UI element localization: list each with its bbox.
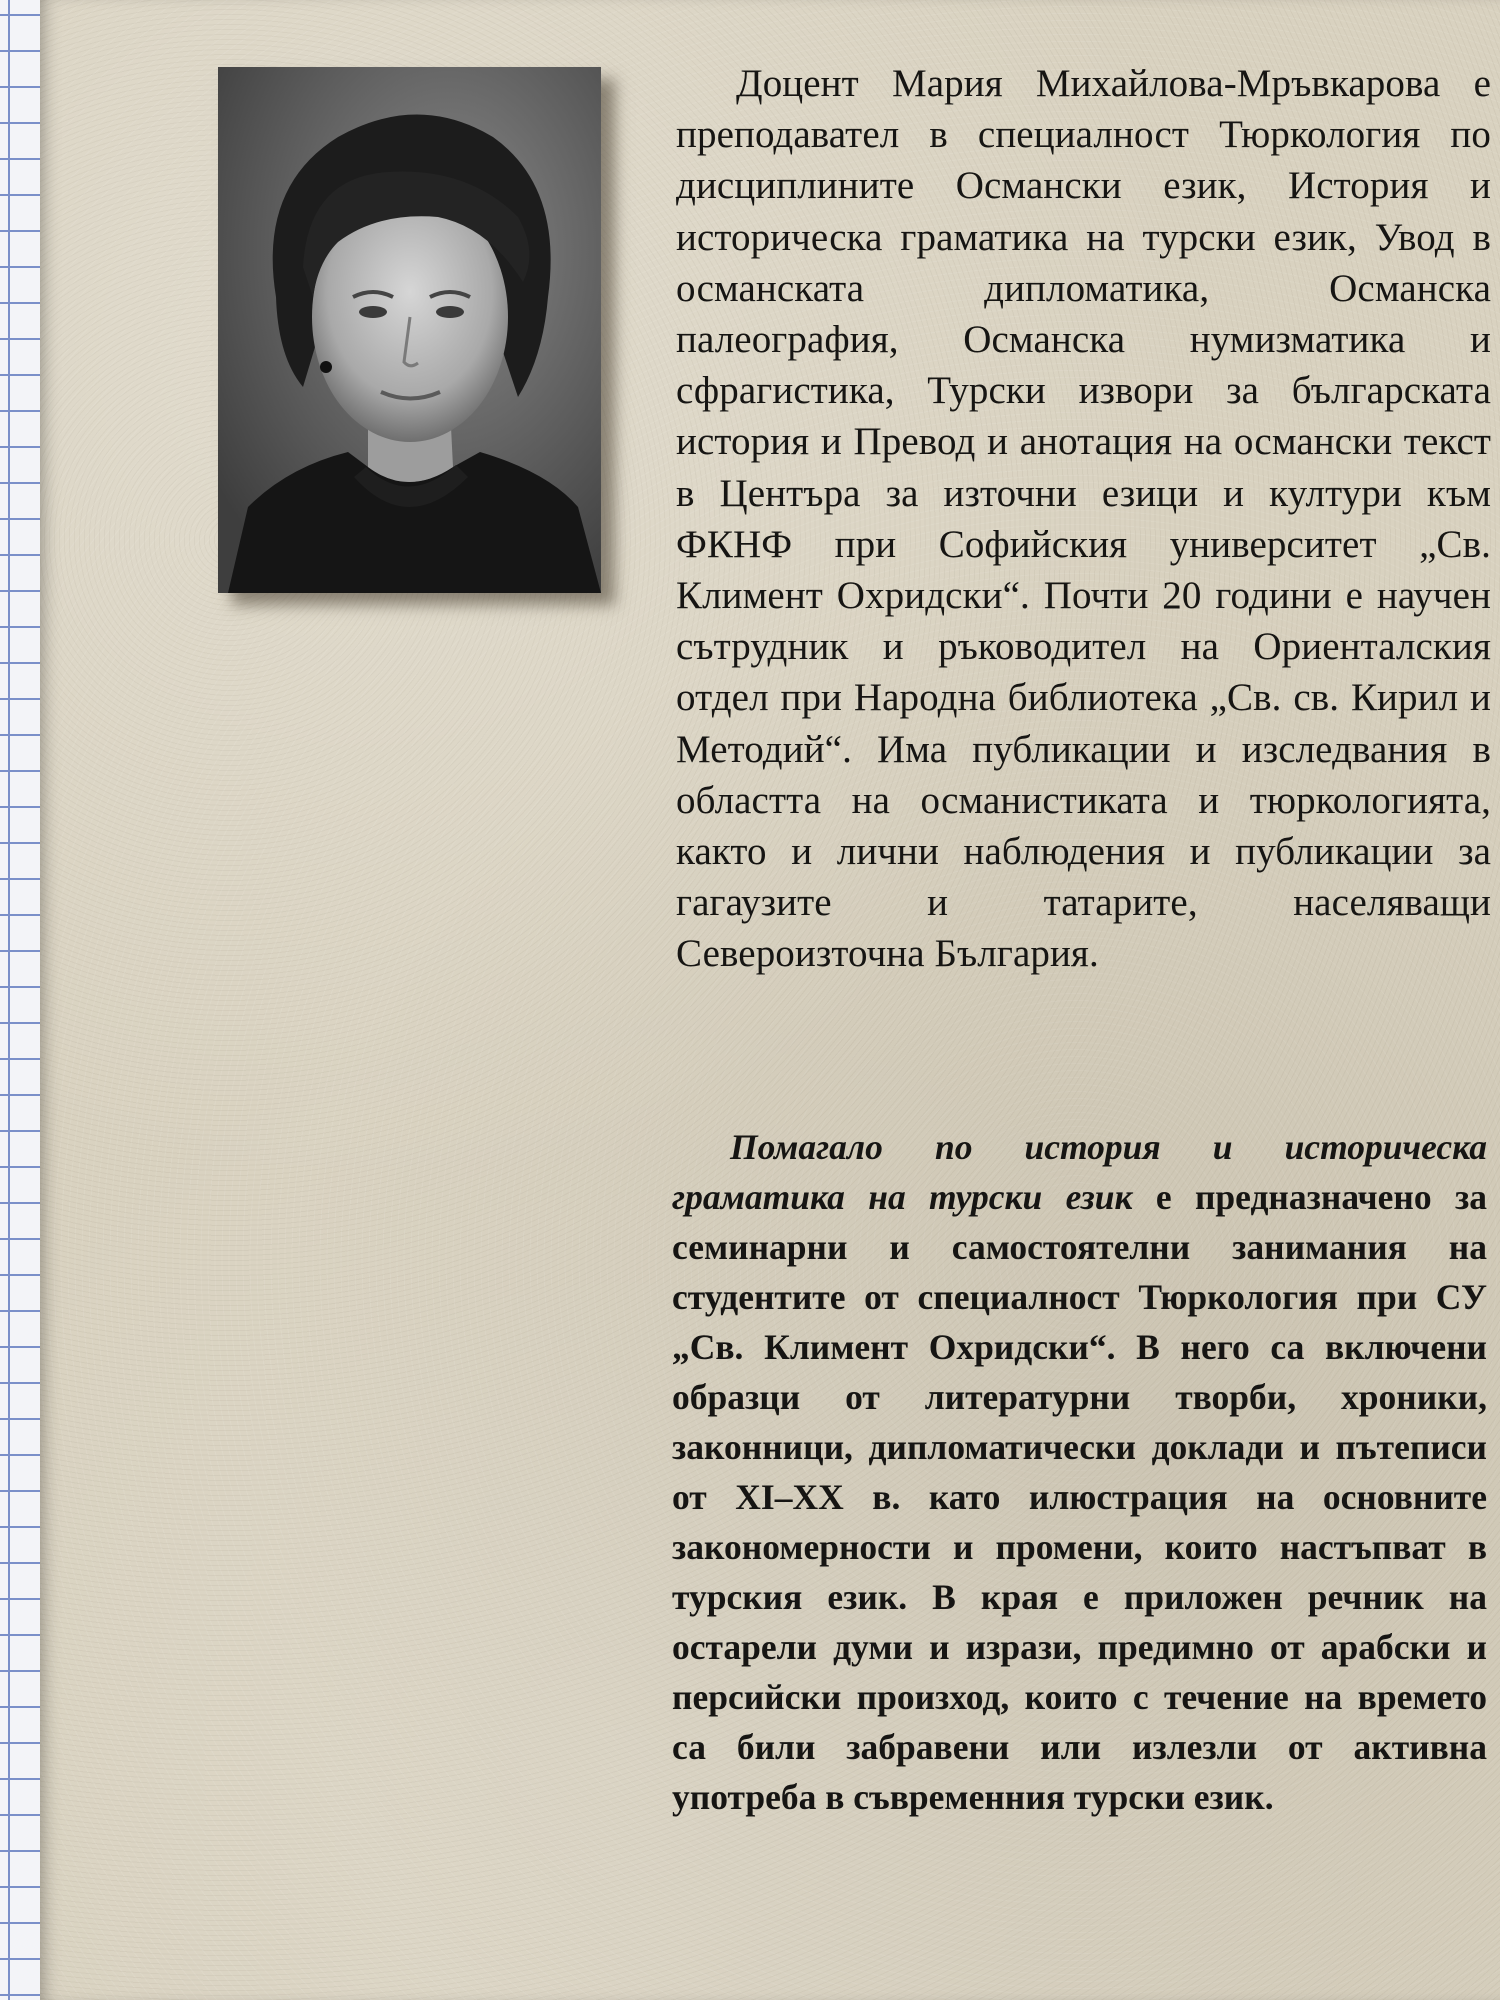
book-description (672, 1122, 1487, 1822)
book-back-cover (40, 0, 1500, 2000)
author-biography: Доцент Мария Михайлова-Мръвкарова е преподавател в специалност Тюркология по дисциплините Османски език, История и историческа граматика на турски език, Увод в османската дипломатика, Османска палеография, Османска нумизматика и сфрагистика, Турски извори за българската история и Превод и анотация на османски текст в Центъра за източни езици и култури към ФКНФ при Софийския университет „Св. Климент Охридски“. Почти 20 години е научен сътрудник и ръководител на Ориенталския отдел при Народна библиотека „Св. св. Кирил и Методий“. Има публикации и изследвания в областта на османистиката и тюркологията, както и лични наблюдения и публикации за гагаузите и татарите, населяващи Североизточна България. (676, 62, 1491, 976)
graph-paper-background (0, 0, 40, 2000)
author-photo (218, 67, 601, 593)
book-title: Помагало по история и историческа граматика на турски език (672, 1127, 1487, 1217)
book-description-text: е предназначено за семинарни и самостоятелни занимания на студентите от специалност Тюркология при СУ „Св. Климент Охридски“. В него са включени образци от литературни творби, хроники, законници, дипломатически доклади и пътеписи от XI–XX в. като илюстрация на основните закономерности и промени, които настъпват в турския език. В края е приложен речник на остарели думи и изрази, предимно от арабски и персийски произход, които с течение на времето са били забравени или излезли от активна употреба в съвременния турски език. (672, 1177, 1487, 1817)
author-portrait-icon (218, 67, 601, 593)
